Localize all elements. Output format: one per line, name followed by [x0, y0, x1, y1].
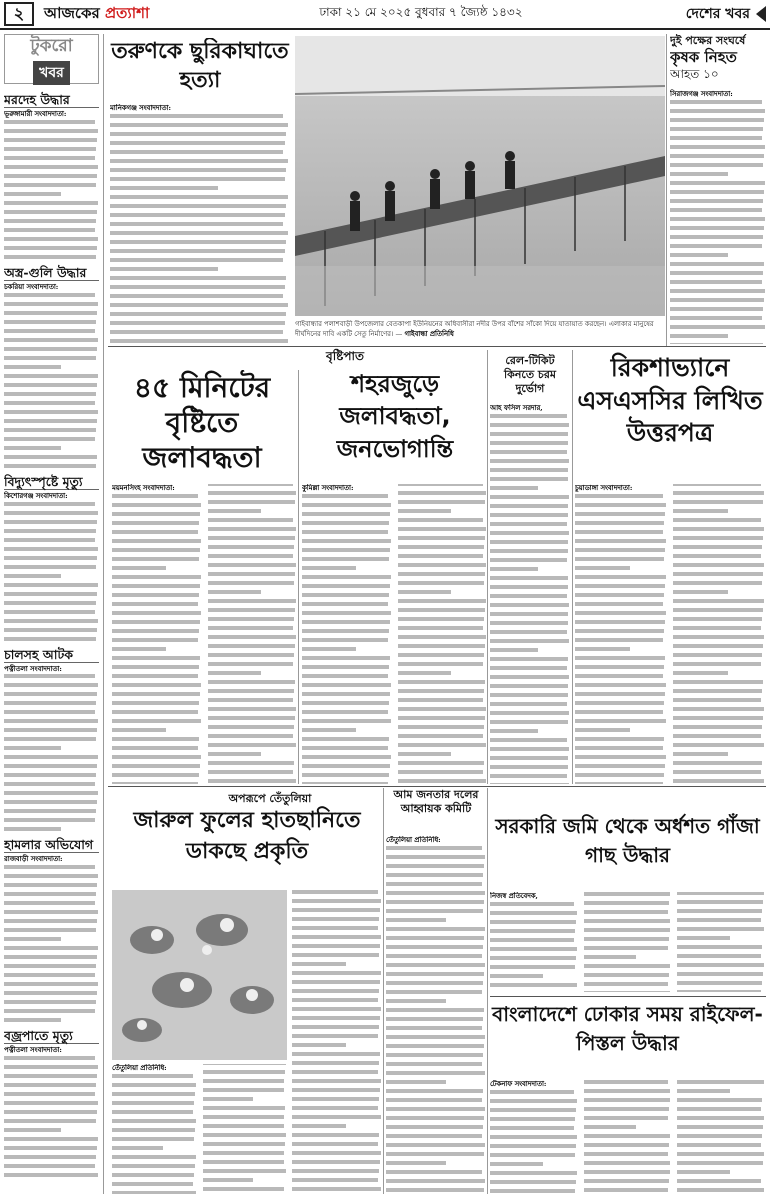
jarul-flower-photo [112, 890, 287, 1060]
masthead-prefix: আজকের [44, 3, 100, 22]
brief-headline: চালসহ আটক [4, 647, 99, 663]
briefs-column [4, 34, 104, 1194]
headline-shohorjure: শহরজুড়ে জলাবদ্ধতা, জনভোগান্তি [336, 370, 454, 463]
photo-caption: গাইবান্ধার পলাশবাড়ী উপজেলার বেতকাপা ইউনিয়নের অধিবাসীরা নদীর উপর বাঁশের সাঁকো দিয়ে যাতায়াত করছেন। এলাকার মানুষের দীর্ঘদিনের দাবি একটি সেতু নির্মাণের। — গাইবান্ধা প্রতিনিধি [295, 320, 654, 338]
kicker-jarul: অপরূপে তেঁতুলিয়া [228, 792, 312, 805]
section-name: দেশের খবর [685, 6, 750, 22]
story-body-rifle: টেকনাফ সংবাদদাতা: [490, 1080, 765, 1194]
story-body-hatya: মানিকগঞ্জ সংবাদদাতা: [110, 104, 290, 344]
subhead-krishak: আহত ১০ [670, 66, 719, 81]
masthead-accent: প্রত্যাশা [104, 3, 150, 22]
bamboo-bridge-photo [295, 36, 665, 316]
divider [490, 996, 766, 997]
kicker-krishak: দুই পক্ষের সংঘর্ষে [670, 34, 746, 47]
story-body-shohorjure: কুমিল্লা সংবাদদাতা: [302, 484, 487, 784]
brief-body: পত্নীতলা সংবাদদাতা: [4, 665, 99, 832]
brief-body: রাজবাড়ী সংবাদদাতা: [4, 855, 99, 1022]
brief-item [4, 837, 99, 1022]
divider [383, 788, 384, 1194]
divider [487, 350, 488, 784]
kicker-bristi: বৃষ্টিপাত [326, 349, 364, 363]
page-number: ২ [4, 2, 34, 26]
headline-ganja: সরকারি জমি থেকে অর্ধশত গাঁজা গাছ উদ্ধার [495, 814, 760, 867]
headline-rickshaw: রিকশাভ্যানে এসএসসির লিখিত উত্তরপত্র [577, 353, 763, 447]
brief-item [4, 474, 99, 641]
section-arrow-icon [756, 6, 766, 22]
story-body-ganja: নিজস্ব প্রতিবেদক, [490, 892, 765, 992]
divider [108, 786, 766, 787]
story-body-jarul-continued [292, 890, 382, 1194]
headline-hatya: তরুণকে ছুরিকাঘাতে হত্যা [111, 39, 289, 93]
brief-headline: মরদেহ উদ্ধার [4, 92, 99, 108]
masthead [44, 2, 149, 27]
brief-headline: হামলার অভিযোগ [4, 837, 99, 853]
brief-headline: বজ্রপাতে মৃত্যু [4, 1028, 99, 1044]
divider [572, 350, 573, 784]
brief-body: চকরিয়া সংবাদদাতা: [4, 283, 99, 468]
brief-headline: বিদ্যুৎস্পৃষ্টে মৃত্যু [4, 474, 99, 490]
brief-item [4, 647, 99, 832]
story-body-rickshaw: চুয়াডাঙ্গা সংবাদদাতা: [575, 484, 765, 784]
photo-credit: গাইবান্ধা প্রতিনিধি [404, 329, 454, 338]
story-body-krishak: সিরাজগঞ্জ সংবাদদাতা: [670, 90, 766, 344]
story-body-jarul: তেঁতুলিয়া প্রতিনিধি: [112, 1064, 287, 1194]
story-body-aam-janata: তেঁতুলিয়া প্রতিনিধি: [386, 836, 486, 1194]
headline-rifle: বাংলাদেশে ঢোকার সময় রাইফেল-পিস্তল উদ্ধার [492, 1002, 763, 1055]
brief-body: ভূরুঙ্গামারী সংবাদদাতা: [4, 110, 99, 259]
divider [666, 34, 667, 346]
headline-45-minute: ৪৫ মিনিটের বৃষ্টিতে জলাবদ্ধতা [133, 371, 271, 474]
briefs-title-2: খবর [33, 61, 70, 85]
brief-body: পত্নীতলা সংবাদদাতা: [4, 1046, 99, 1177]
page-header [0, 0, 770, 30]
brief-headline: অস্ত্র-গুলি উদ্ধার [4, 265, 99, 281]
briefs-title-box [4, 34, 99, 84]
brief-item [4, 92, 99, 259]
story-body-rail: আহ ফসিল সরদার, [490, 404, 570, 784]
divider [108, 346, 766, 347]
headline-rail-ticket: রেল-টিকিট কিনতে চরম দুর্ভোগ [503, 354, 556, 395]
story-krishak [670, 34, 766, 344]
divider [298, 370, 299, 784]
dateline: ঢাকা ২১ মে ২০২৫ বুধবার ৭ জ্যৈষ্ঠ ১৪৩২ [319, 5, 523, 19]
brief-item [4, 265, 99, 468]
divider [487, 788, 488, 1194]
brief-body: কিশোরগঞ্জ সংবাদদাতা: [4, 492, 99, 641]
briefs-title-1: টুকরো [30, 36, 73, 56]
headline-krishak: কৃষক নিহত [670, 47, 737, 66]
photo-caption-text: গাইবান্ধার পলাশবাড়ী উপজেলার বেতকাপা ইউনিয়নের অধিবাসীরা নদীর উপর বাঁশের সাঁকো দিয়ে যাতায়াত করছেন। এলাকার মানুষের দীর্ঘদিনের দাবি একটি সেতু নির্মাণের। [295, 320, 654, 338]
headline-jarul: জারুল ফুলের হাতছানিতে ডাকছে প্রকৃতি [133, 808, 361, 864]
headline-aam-janata: আম জনতার দলের আহ্বায়ক কমিটি [393, 788, 479, 815]
brief-item [4, 1028, 99, 1177]
story-body-45-minute: ময়মনসিংহ সংবাদদাতা: [112, 484, 297, 784]
